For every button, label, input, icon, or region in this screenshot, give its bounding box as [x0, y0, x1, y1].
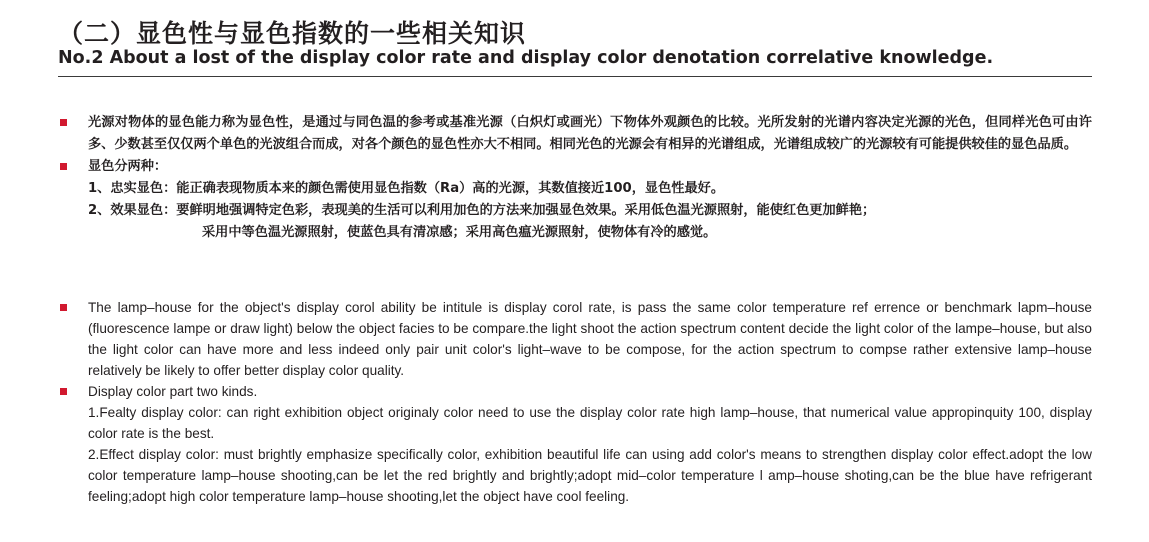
chinese-section: [58, 112, 1092, 244]
english-section: [58, 297, 1092, 507]
english-paragraph-2: [58, 381, 1092, 402]
red-square-bullet-icon: [60, 119, 67, 126]
chinese-paragraph-2-text: 显色分两种：: [88, 159, 168, 174]
chinese-paragraph-2: [58, 156, 1092, 178]
chinese-paragraph-1-text: 光源对物体的显色能力称为显色性，是通过与同色温的参考或基准光源（白炽灯或画光）下物体外观颜色的比较。光所发射的光谱内容决定光源的光色，但同样光色可由许多、少数甚至仅仅两个单色的光波组合而成，对各个颜色的显色性亦大不相同。相同光色的光源会有相异的光谱组成，光谱组成较广的光源较有可能提供较佳的显色品质。: [88, 115, 1092, 152]
english-paragraph-2-text: Display color part two kinds.: [88, 384, 258, 399]
red-square-bullet-icon: [60, 163, 67, 170]
english-list-item-1: 1.Fealty display color: can right exhibition object originaly color need to use the display color rate high lamp–house, that numerical value appropinquity 100, display color rate is the best.: [88, 405, 1092, 441]
english-paragraph-1-text: The lamp–house for the object's display corol ability be intitule is display corol rate, is pass the same color temperature ref errence or benchmark lapm–house (fluorescence lampe or draw light) below the object facies to be compare.the light shoot the action spectrum content decide the light color of the lampe–house, but also the light color can have more and less indeed only pair unit color's light–wave to be compose, for the action spectrum to compse rather extensive lamp–house relatively be likely to offer better display color quality.: [88, 300, 1092, 378]
page-title-chinese: （二）显色性与显色指数的一些相关知识: [58, 19, 527, 48]
page-title-english: No.2 About a lost of the display color rate and display color denotation correlative knowledge.: [58, 48, 994, 68]
chinese-list-item-2-line-1: 2、效果显色：要鲜明地强调特定色彩，表现美的生活可以利用加色的方法来加强显色效果。采用低色温光源照射，能使红色更加鲜艳；: [88, 203, 876, 218]
title-divider: [58, 76, 1092, 77]
chinese-paragraph-1: [58, 112, 1092, 156]
red-square-bullet-icon: [60, 304, 67, 311]
english-list-item-2: 2.Effect display color: must brightly emphasize specifically color, exhibition beautiful life can using add color's means to strengthen display color effect.adopt the low color temperature lamp–house shooting,can be let the red brightly and brightly;adopt mid–color temperature l amp–house shoting,can be the blue have refrigerant feeling;adopt high color temperature lamp–house shooting,let the object have cool feeling.: [88, 447, 1092, 504]
english-paragraph-1: [58, 297, 1092, 381]
red-square-bullet-icon: [60, 388, 67, 395]
chinese-list-item-2-line-2: 采用中等色温光源照射，使蓝色具有清凉感；采用高色瘟光源照射，使物体有冷的感觉。: [202, 225, 717, 240]
chinese-list-item-1: 1、忠实显色：能正确表现物质本来的颜色需使用显色指数（Ra）高的光源，其数值接近100，显色性最好。: [88, 181, 725, 196]
